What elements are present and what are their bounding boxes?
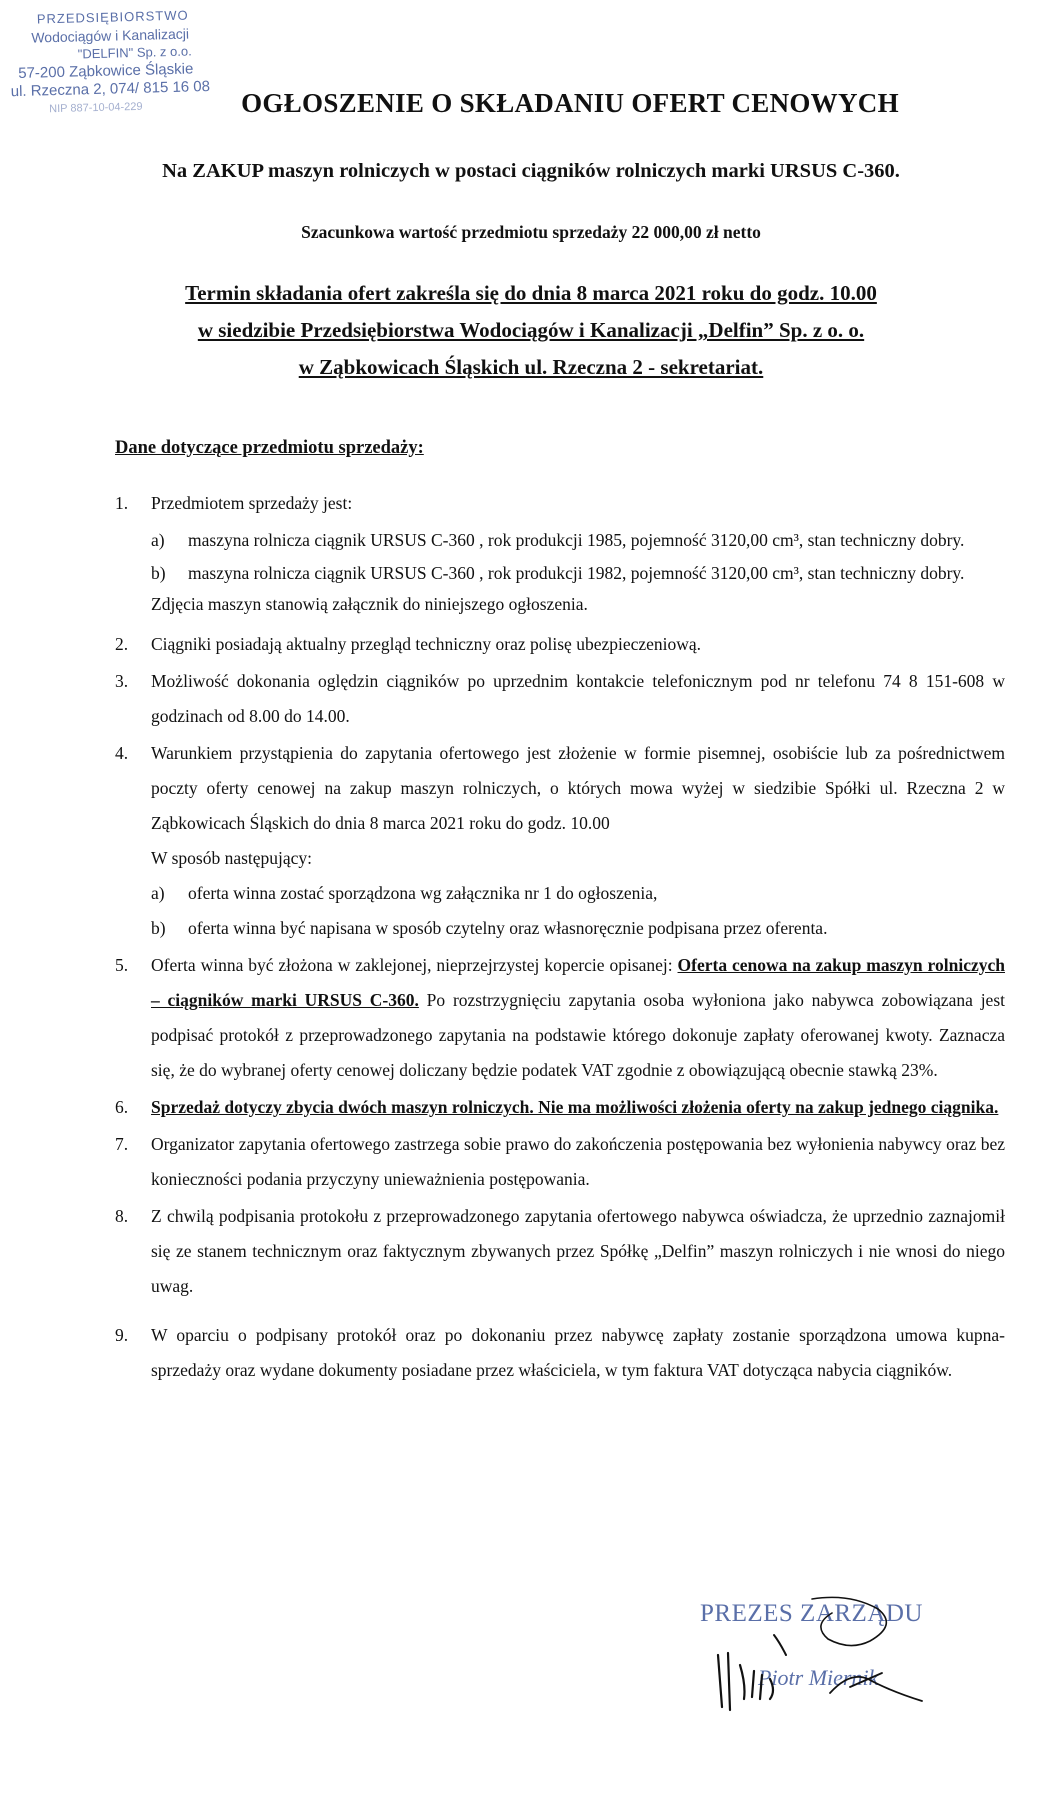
sub-item-letter: b)	[151, 563, 166, 583]
handwritten-signature	[700, 1595, 930, 1745]
item-text: Z chwilą podpisania protokołu z przeprowadzonego zapytania ofertowego nabywca oświadcza, że uprzednio zaznajomił się ze stanem technicznym oraz faktycznym zbywanych przez Spółkę „Delfin” maszyn rolniczych i nie wnosi do niego uwag.	[151, 1206, 1005, 1296]
sub-item	[151, 527, 1005, 554]
stamp-line: PRZEDSIĘBIORSTWO	[36, 7, 189, 27]
item-number: 4.	[115, 743, 129, 763]
stamp-line: NIP 887-10-04-229	[49, 100, 143, 116]
item-text: Warunkiem przystąpienia do zapytania ofertowego jest złożenie w formie pisemnej, osobiście lub za pośrednictwem poczty oferty cenowej na zakup maszyn rolniczych, o których mowa wyżej w siedzibie Spółki ul. Rzeczna 2 w Ząbkowicach Śląskich do dnia 8 marca 2021 roku do godz. 10.00	[151, 743, 1005, 833]
item-text-emphasis: Oferta cenowa na zakup maszyn rolniczych – ciągników marki URSUS C-360.	[151, 955, 1005, 1010]
sub-item	[151, 560, 1005, 587]
list-item	[115, 664, 1005, 734]
sub-item-text: maszyna rolnicza ciągnik URSUS C-360 , rok produkcji 1985, pojemność 3120,00 cm³, stan techniczny dobry.	[188, 530, 965, 550]
item-number: 5.	[115, 955, 129, 975]
item-number: 7.	[115, 1134, 129, 1154]
signature-name: Piotr Miernik	[758, 1665, 879, 1690]
deadline-line: w Ząbkowicach Śląskich ul. Rzeczna 2 - sekretariat.	[298, 355, 764, 379]
sub-item-letter: a)	[151, 530, 165, 550]
list-item	[115, 1090, 1005, 1125]
list-item	[115, 1199, 1005, 1304]
list-item	[115, 627, 1005, 662]
list-item	[115, 736, 1005, 946]
item-number: 3.	[115, 671, 129, 691]
conditions-list	[115, 490, 1005, 1388]
sub-item-letter: a)	[151, 883, 165, 903]
list-item	[115, 490, 1005, 618]
list-item	[115, 1318, 1005, 1388]
stamp-line: Wodociągów i Kanalizacji	[31, 25, 190, 46]
item-text: Sprzedaż dotyczy zbycia dwóch maszyn rolniczych. Nie ma możliwości złożenia oferty na zakup jednego ciągnika.	[151, 1097, 999, 1117]
stamp-line: 57-200 Ząbkowice Śląskie	[18, 60, 194, 83]
estimated-value: Szacunkowa wartość przedmiotu sprzedaży 22 000,00 zł netto	[301, 222, 761, 242]
item-number: 2.	[115, 634, 129, 654]
item-number: 8.	[115, 1206, 129, 1226]
document-title: OGŁOSZENIE O SKŁADANIU OFERT CENOWYCH	[241, 88, 899, 118]
item-text: W oparciu o podpisany protokół oraz po dokonaniu przez nabywcę zapłaty zostanie sporządzona umowa kupna-sprzedaży oraz wydane dokumenty posiadane przez właściciela, w tym faktura VAT dotycząca nabycia ciągników.	[151, 1325, 1005, 1380]
item-text: Ciągniki posiadają aktualny przegląd techniczny oraz polisę ubezpieczeniową.	[151, 634, 702, 654]
item-text: Przedmiotem sprzedaży jest:	[151, 493, 353, 513]
item-number: 1.	[115, 493, 129, 513]
signature-stamp	[700, 1595, 930, 1745]
sub-item-text: oferta winna zostać sporządzona wg załącznika nr 1 do ogłoszenia,	[188, 883, 658, 903]
list-item	[115, 1127, 1005, 1197]
sub-item-letter: b)	[151, 918, 166, 938]
item-text: W sposób następujący:	[151, 848, 313, 868]
item-text	[151, 948, 1005, 1088]
item-text-part: Po rozstrzygnięciu zapytania osoba wyłoniona jako nabywca zobowiązana jest podpisać protokół z przeprowadzonego zapytania na podstawie którego dokonuje zapłaty oferowanej kwoty. Zaznacza się, że do wybranej oferty cenowej doliczany będzie podatek VAT zgodnie z obowiązującą obecnie stawką 23%.	[151, 990, 1005, 1080]
item-number: 9.	[115, 1325, 129, 1345]
sub-item	[151, 911, 1005, 946]
item-note: Zdjęcia maszyn stanowią załącznik do niniejszego ogłoszenia.	[151, 594, 588, 614]
deadline-block	[0, 275, 1062, 386]
stamp-line: ul. Rzeczna 2, 074/ 815 16 08	[10, 77, 211, 101]
stamp-line: "DELFIN" Sp. z o.o.	[77, 43, 192, 62]
item-text-part: Oferta winna być złożona w zaklejonej, nieprzejrzystej kopercie opisanej:	[151, 955, 678, 975]
deadline-line: Termin składania ofert zakreśla się do dnia 8 marca 2021 roku do godz. 10.00	[185, 281, 877, 305]
sub-item-text: oferta winna być napisana w sposób czytelny oraz własnoręcznie podpisana przez oferenta.	[188, 918, 828, 938]
signature-title: PREZES ZARZĄDU	[700, 1600, 923, 1627]
item-number: 6.	[115, 1097, 129, 1117]
sub-item	[151, 876, 1005, 911]
item-text: Możliwość dokonania oględzin ciągników po uprzednim kontakcie telefonicznym pod nr telefonu 74 8 151-608 w godzinach od 8.00 do 14.00.	[151, 671, 1005, 726]
sub-item-text: maszyna rolnicza ciągnik URSUS C-360 , rok produkcji 1982, pojemność 3120,00 cm³, stan techniczny dobry.	[188, 563, 965, 583]
list-item	[115, 948, 1005, 1088]
item-text: Organizator zapytania ofertowego zastrzega sobie prawo do zakończenia postępowania bez wyłonienia nabywcy oraz bez konieczności podania przyczyny unieważnienia postępowania.	[151, 1134, 1005, 1189]
document-subject: Na ZAKUP maszyn rolniczych w postaci ciągników rolniczych marki URSUS C-360.	[162, 160, 900, 182]
section-heading: Dane dotyczące przedmiotu sprzedaży:	[115, 438, 424, 458]
deadline-line: w siedzibie Przedsiębiorstwa Wodociągów i Kanalizacji „Delfin” Sp. z o. o.	[197, 318, 865, 342]
